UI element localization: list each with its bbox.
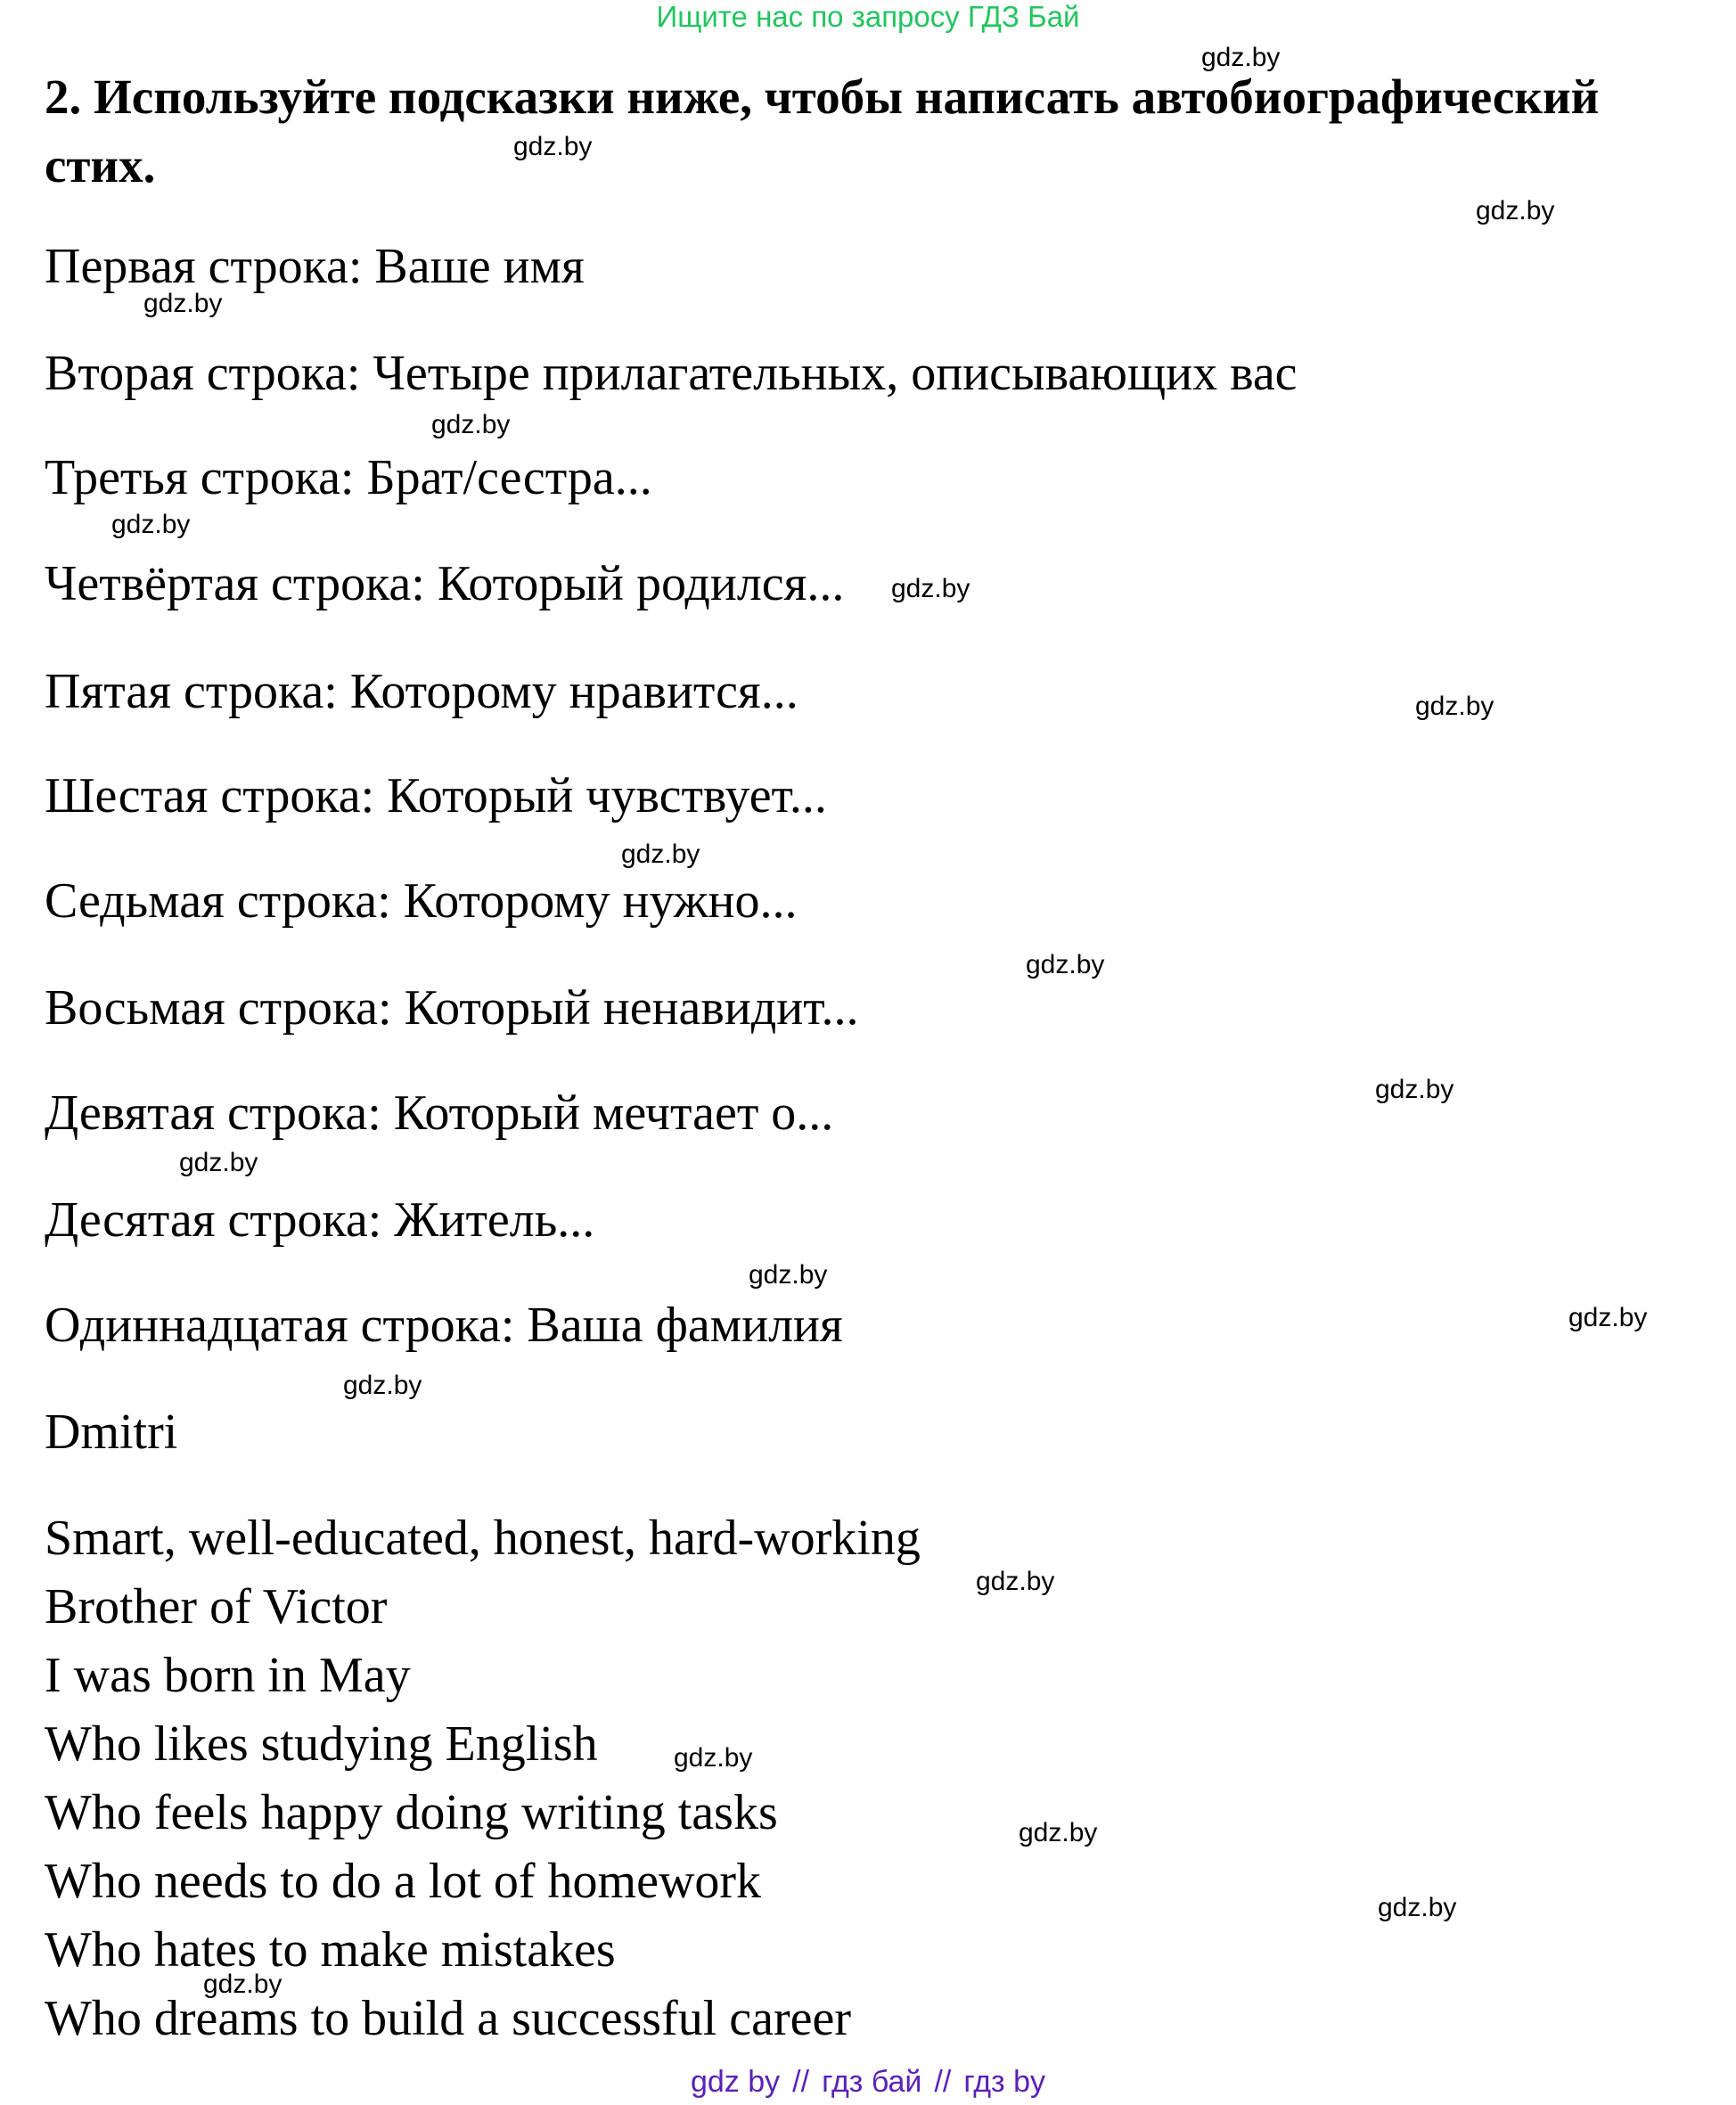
task-heading: 2. Используйте подсказки ниже, чтобы написать автобиографический стих. (45, 70, 1600, 192)
prompt-line-3: Третья строка: Брат/сестра... (45, 450, 652, 505)
watermark: gdz.by (513, 132, 593, 161)
prompt-line-9: Девятая строка: Который мечтает о... (45, 1085, 834, 1141)
watermark: gdz.by (1568, 1303, 1648, 1332)
watermark: gdz.by (179, 1148, 258, 1177)
watermark: gdz.by (621, 840, 700, 869)
watermark: gdz.by (111, 510, 191, 539)
prompt-line-2: Вторая строка: Четыре прилагательных, описывающих вас (45, 346, 1298, 401)
watermark: gdz.by (1415, 692, 1494, 721)
poem-line-9: Who dreams to build a successful career (45, 1991, 851, 2046)
footer (0, 2064, 1736, 2100)
watermark: gdz.by (1378, 1893, 1457, 1922)
prompt-line-4: Четвёртая строка: Который родился... (45, 556, 845, 611)
watermark: gdz.by (143, 289, 223, 318)
prompt-line-1: Первая строка: Ваше имя (45, 239, 585, 294)
watermark: gdz.by (891, 574, 970, 603)
watermark: gdz.by (674, 1743, 753, 1773)
footer-text-3: гдз by (963, 2065, 1045, 2099)
watermark: gdz.by (749, 1260, 828, 1290)
poem-line-4: I was born in May (45, 1648, 411, 1703)
poem-line-3: Brother of Victor (45, 1579, 388, 1634)
footer-text-2: гдз бай (822, 2065, 922, 2099)
footer-separator: // (792, 2065, 810, 2099)
watermark: gdz.by (1201, 43, 1281, 72)
prompt-line-6: Шестая строка: Который чувствует... (45, 768, 827, 823)
footer-separator: // (934, 2065, 952, 2099)
prompt-line-8: Восьмая строка: Который ненавидит... (45, 980, 859, 1036)
prompt-line-11: Одиннадцатая строка: Ваша фамилия (45, 1298, 843, 1353)
watermark: gdz.by (431, 410, 511, 439)
poem-line-8: Who hates to make mistakes (45, 1922, 616, 1978)
watermark: gdz.by (343, 1371, 422, 1400)
top-banner: Ищите нас по запросу ГДЗ Бай (656, 0, 1080, 33)
poem-line-2: Smart, well-educated, honest, hard-working (45, 1511, 921, 1566)
poem-line-1: Dmitri (45, 1405, 178, 1460)
watermark: gdz.by (976, 1567, 1055, 1596)
poem-line-6: Who feels happy doing writing tasks (45, 1785, 778, 1840)
poem-line-5: Who likes studying English (45, 1716, 598, 1772)
watermark: gdz.by (203, 1970, 283, 1999)
watermark: gdz.by (1375, 1075, 1454, 1104)
prompt-line-7: Седьмая строка: Которому нужно... (45, 873, 798, 929)
watermark: gdz.by (1476, 196, 1555, 225)
watermark: gdz.by (1019, 1818, 1098, 1847)
prompt-line-5: Пятая строка: Которому нравится... (45, 664, 798, 719)
watermark: gdz.by (1026, 950, 1105, 979)
poem-line-7: Who needs to do a lot of homework (45, 1854, 762, 1909)
prompt-line-10: Десятая строка: Житель... (45, 1192, 595, 1248)
footer-text-1: gdz by (690, 2065, 781, 2099)
